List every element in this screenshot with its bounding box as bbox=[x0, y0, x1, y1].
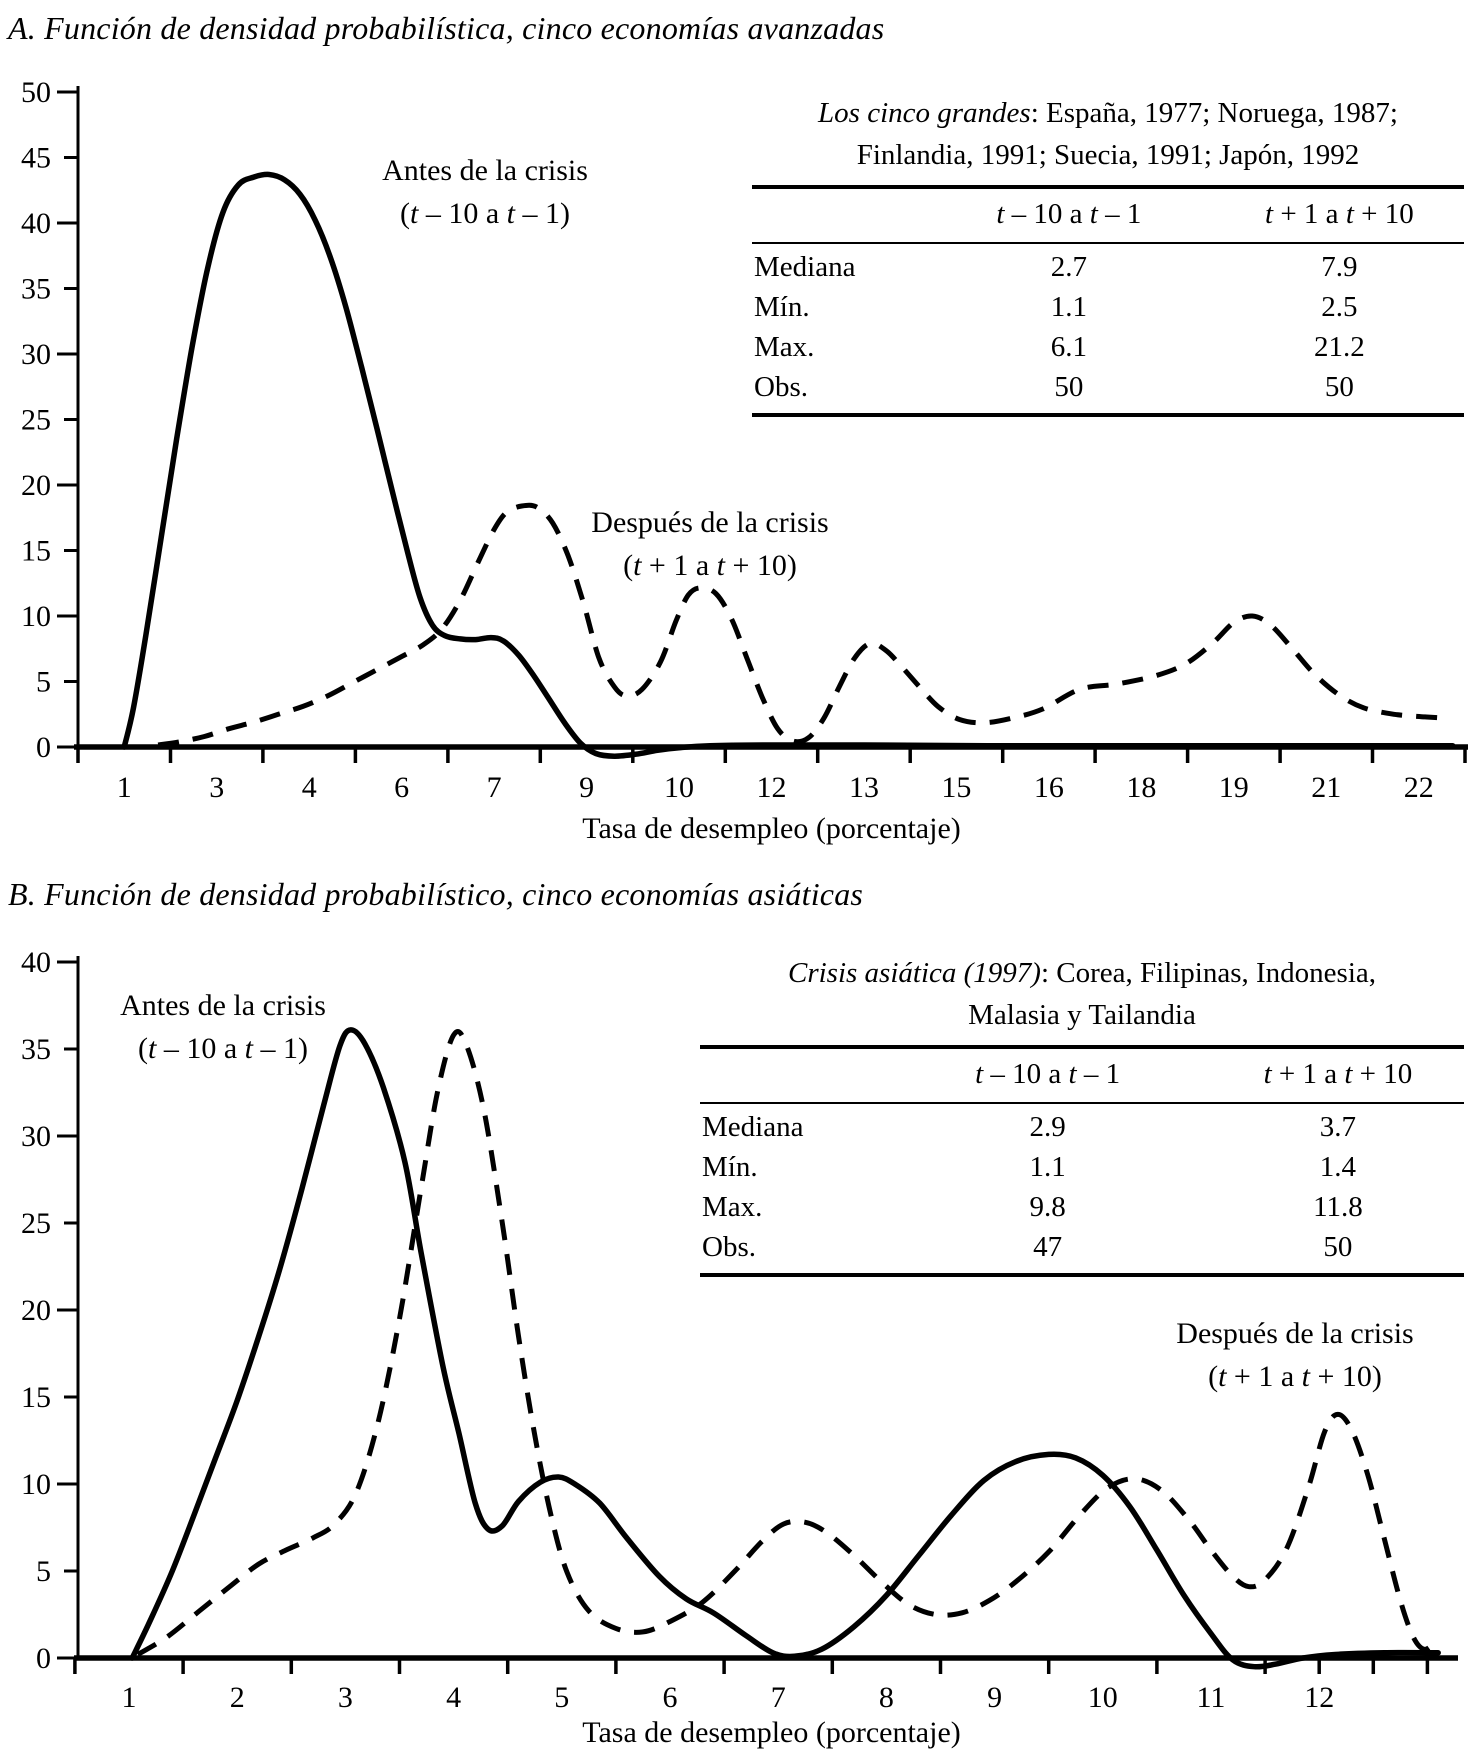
y-tick-label: 5 bbox=[36, 665, 51, 699]
y-tick-label: 15 bbox=[21, 1381, 51, 1414]
row-label: Max. bbox=[754, 331, 815, 363]
text-part: – 1 bbox=[1076, 1058, 1121, 1090]
y-tick-label: 40 bbox=[21, 207, 51, 240]
inset-table-a-title-line2: Finlandia, 1991; Suecia, 1991; Japón, 1992 bbox=[856, 139, 1360, 171]
x-tick-label: 11 bbox=[1196, 1681, 1226, 1714]
row-label: Obs. bbox=[754, 371, 808, 403]
row-label: Mín. bbox=[754, 291, 810, 323]
y-tick-label: 20 bbox=[21, 1294, 51, 1327]
inset-table-b-header-col1 bbox=[883, 1058, 1212, 1091]
text-part: – 1 bbox=[1097, 198, 1142, 230]
inset-table-a-header-col2 bbox=[1215, 198, 1464, 231]
text-part: ( bbox=[623, 549, 634, 582]
row-value: 50 bbox=[1323, 1231, 1353, 1263]
x-tick-label: 4 bbox=[446, 1681, 462, 1714]
inset-table-a-header bbox=[752, 185, 1464, 244]
x-tick-label: 22 bbox=[1403, 771, 1434, 804]
panel-b-title-text: Función de densidad probabilístico, cinco economías asiáticas bbox=[44, 876, 864, 912]
x-tick-label: 9 bbox=[987, 1681, 1003, 1714]
y-tick-label: 10 bbox=[21, 600, 51, 633]
annotation-before-a-line1: Antes de la crisis bbox=[382, 154, 588, 187]
text-part: + 10) bbox=[725, 549, 797, 582]
italic-text-part: Los cinco grandes bbox=[818, 97, 1031, 129]
x-tick-label: 6 bbox=[662, 1681, 678, 1714]
table-row bbox=[700, 1227, 1464, 1267]
text-part: – 10 a bbox=[1004, 198, 1090, 230]
row-value: 47 bbox=[1033, 1231, 1063, 1263]
text-part: ( bbox=[137, 1032, 148, 1065]
x-tick-label: 4 bbox=[301, 771, 317, 804]
x-tick-label: 5 bbox=[554, 1681, 570, 1714]
y-tick-label: 25 bbox=[21, 1207, 51, 1240]
row-label: Mín. bbox=[702, 1151, 758, 1183]
inset-table-b-title-line1 bbox=[700, 952, 1464, 994]
y-tick-label: 40 bbox=[21, 946, 51, 979]
x-tick-label: 8 bbox=[878, 1681, 894, 1714]
x-tick-label: 1 bbox=[116, 771, 132, 804]
row-value: 2.5 bbox=[1321, 291, 1358, 323]
table-row bbox=[700, 1107, 1464, 1147]
y-tick-label: 50 bbox=[21, 76, 51, 109]
row-value: 50 bbox=[1054, 371, 1084, 403]
annotation-before-crisis-a bbox=[330, 149, 640, 235]
italic-text-part: t bbox=[1301, 1360, 1310, 1393]
inset-table-b-header-col2 bbox=[1212, 1058, 1464, 1091]
annotation-before-b-line1: Antes de la crisis bbox=[120, 989, 326, 1022]
italic-text-part: t bbox=[1344, 1058, 1353, 1090]
x-tick-label: 12 bbox=[1304, 1681, 1335, 1714]
inset-table-b-body bbox=[700, 1104, 1464, 1277]
row-value: 1.1 bbox=[1050, 291, 1087, 323]
italic-text-part: t bbox=[716, 549, 725, 582]
annotation-after-b-line2 bbox=[1115, 1355, 1473, 1398]
y-tick-label: 30 bbox=[21, 338, 51, 371]
x-tick-label: 13 bbox=[849, 771, 879, 804]
panel-a-label: A. bbox=[8, 10, 36, 46]
x-tick-label: 15 bbox=[941, 771, 972, 804]
table-row bbox=[700, 1187, 1464, 1227]
row-value: 21.2 bbox=[1314, 331, 1365, 363]
y-tick-label: 15 bbox=[21, 534, 51, 568]
annotation-before-a-line2 bbox=[330, 192, 640, 235]
row-label: Mediana bbox=[702, 1111, 804, 1143]
table-row bbox=[752, 367, 1464, 407]
text-part: – 10 a bbox=[156, 1032, 245, 1065]
italic-text-part: t bbox=[1089, 198, 1098, 230]
x-tick-label: 12 bbox=[756, 771, 787, 804]
row-value: 9.8 bbox=[1029, 1191, 1066, 1223]
x-tick-label: 6 bbox=[394, 771, 410, 804]
text-part: – 1) bbox=[253, 1032, 308, 1065]
row-value: 7.9 bbox=[1321, 251, 1358, 283]
text-part: + 10 bbox=[1352, 1058, 1413, 1090]
x-tick-label: 9 bbox=[579, 771, 595, 804]
italic-text-part: t bbox=[1263, 1058, 1272, 1090]
panel-a-title bbox=[8, 10, 884, 47]
y-tick-label: 35 bbox=[21, 272, 51, 306]
x-tick-label: 10 bbox=[664, 771, 694, 804]
inset-table-b-title bbox=[700, 952, 1464, 1036]
annotation-after-a-line2 bbox=[545, 544, 875, 587]
text-part: – 1) bbox=[515, 197, 570, 230]
italic-text-part: t bbox=[409, 197, 419, 230]
italic-text-part: t bbox=[975, 1058, 984, 1090]
inset-table-b-header-empty bbox=[700, 1058, 883, 1091]
italic-text-part: t bbox=[506, 197, 515, 230]
italic-text-part: t bbox=[633, 549, 642, 582]
italic-text-part: t bbox=[1345, 198, 1354, 230]
inset-table-a-title-line1 bbox=[752, 92, 1464, 134]
annotation-after-a-line1: Después de la crisis bbox=[591, 506, 829, 539]
text-part: + 10 bbox=[1353, 198, 1414, 230]
text-part: : Corea, Filipinas, Indonesia, bbox=[1040, 957, 1377, 989]
text-part: ( bbox=[1208, 1360, 1219, 1393]
inset-table-b-header bbox=[700, 1045, 1464, 1104]
italic-text-part: t bbox=[1068, 1058, 1077, 1090]
row-value: 50 bbox=[1324, 371, 1354, 403]
table-row bbox=[752, 287, 1464, 327]
row-value: 1.4 bbox=[1319, 1151, 1357, 1183]
italic-text-part: t bbox=[147, 1032, 157, 1065]
row-value: 6.1 bbox=[1050, 331, 1087, 363]
italic-text-part: t bbox=[996, 198, 1005, 230]
italic-text-part: t bbox=[1265, 198, 1274, 230]
inset-table-a bbox=[752, 92, 1464, 417]
y-tick-label: 30 bbox=[21, 1120, 51, 1153]
annotation-after-crisis-b bbox=[1115, 1312, 1473, 1398]
x-tick-label: 1 bbox=[121, 1681, 137, 1714]
text-part: + 1 a bbox=[1273, 198, 1346, 230]
row-label: Max. bbox=[702, 1191, 763, 1223]
row-value: 3.7 bbox=[1319, 1111, 1357, 1143]
x-tick-label: 7 bbox=[770, 1681, 786, 1714]
panel-b-title bbox=[8, 876, 863, 913]
text-part: + 1 a bbox=[1226, 1360, 1302, 1393]
text-part: : España, 1977; Noruega, 1987; bbox=[1030, 97, 1398, 129]
text-part: + 1 a bbox=[641, 549, 717, 582]
inset-table-a-title bbox=[752, 92, 1464, 176]
x-tick-label: 16 bbox=[1033, 771, 1064, 804]
y-tick-label: 45 bbox=[21, 141, 51, 175]
panel-b-label: B. bbox=[8, 876, 36, 912]
y-tick-label: 0 bbox=[36, 731, 51, 764]
inset-table-a-body bbox=[752, 244, 1464, 417]
x-tick-label: 18 bbox=[1126, 771, 1157, 804]
y-tick-label: 0 bbox=[36, 1642, 51, 1675]
x-tick-label: 10 bbox=[1087, 1681, 1118, 1714]
annotation-after-b-line1: Después de la crisis bbox=[1176, 1317, 1414, 1350]
x-tick-label: 2 bbox=[229, 1681, 245, 1714]
text-part: + 10) bbox=[1310, 1360, 1382, 1393]
italic-text-part: t bbox=[244, 1032, 253, 1065]
row-value: 1.1 bbox=[1029, 1151, 1066, 1183]
x-tick-label: 7 bbox=[486, 771, 502, 804]
y-tick-label: 25 bbox=[21, 403, 51, 437]
text-part: + 1 a bbox=[1271, 1058, 1345, 1090]
y-tick-label: 10 bbox=[21, 1468, 51, 1501]
text-part: – 10 a bbox=[418, 197, 507, 230]
text-part: – 10 a bbox=[983, 1058, 1069, 1090]
row-value: 2.9 bbox=[1029, 1111, 1066, 1143]
annotation-before-b-line2 bbox=[88, 1027, 358, 1070]
row-label: Obs. bbox=[702, 1231, 756, 1263]
italic-text-part: Crisis asiática (1997) bbox=[787, 957, 1041, 989]
x-axis-label-b: Tasa de desempleo (porcentaje) bbox=[582, 1716, 961, 1749]
table-row bbox=[752, 327, 1464, 367]
inset-table-a-header-empty bbox=[752, 198, 923, 231]
row-value: 11.8 bbox=[1313, 1191, 1363, 1223]
italic-text-part: t bbox=[1218, 1360, 1227, 1393]
y-tick-label: 35 bbox=[21, 1033, 51, 1066]
x-tick-label: 21 bbox=[1311, 771, 1342, 804]
panel-a-title-text: Función de densidad probabilística, cinco economías avanzadas bbox=[44, 10, 885, 46]
table-row bbox=[700, 1147, 1464, 1187]
row-label: Mediana bbox=[754, 251, 856, 283]
x-tick-label: 3 bbox=[209, 771, 225, 804]
table-row bbox=[752, 247, 1464, 287]
annotation-after-crisis-a bbox=[545, 501, 875, 587]
x-tick-label: 19 bbox=[1218, 771, 1249, 804]
text-part: ( bbox=[399, 197, 410, 230]
x-tick-label: 3 bbox=[337, 1681, 353, 1714]
x-axis-label-a: Tasa de desempleo (porcentaje) bbox=[582, 812, 961, 845]
inset-table-a-header-col1 bbox=[923, 198, 1215, 231]
annotation-before-crisis-b bbox=[88, 984, 358, 1070]
inset-table-b-title-line2: Malasia y Tailandia bbox=[968, 999, 1196, 1031]
row-value: 2.7 bbox=[1050, 251, 1087, 283]
inset-table-b bbox=[700, 952, 1464, 1277]
y-tick-label: 5 bbox=[36, 1555, 51, 1588]
y-tick-label: 20 bbox=[21, 469, 51, 502]
